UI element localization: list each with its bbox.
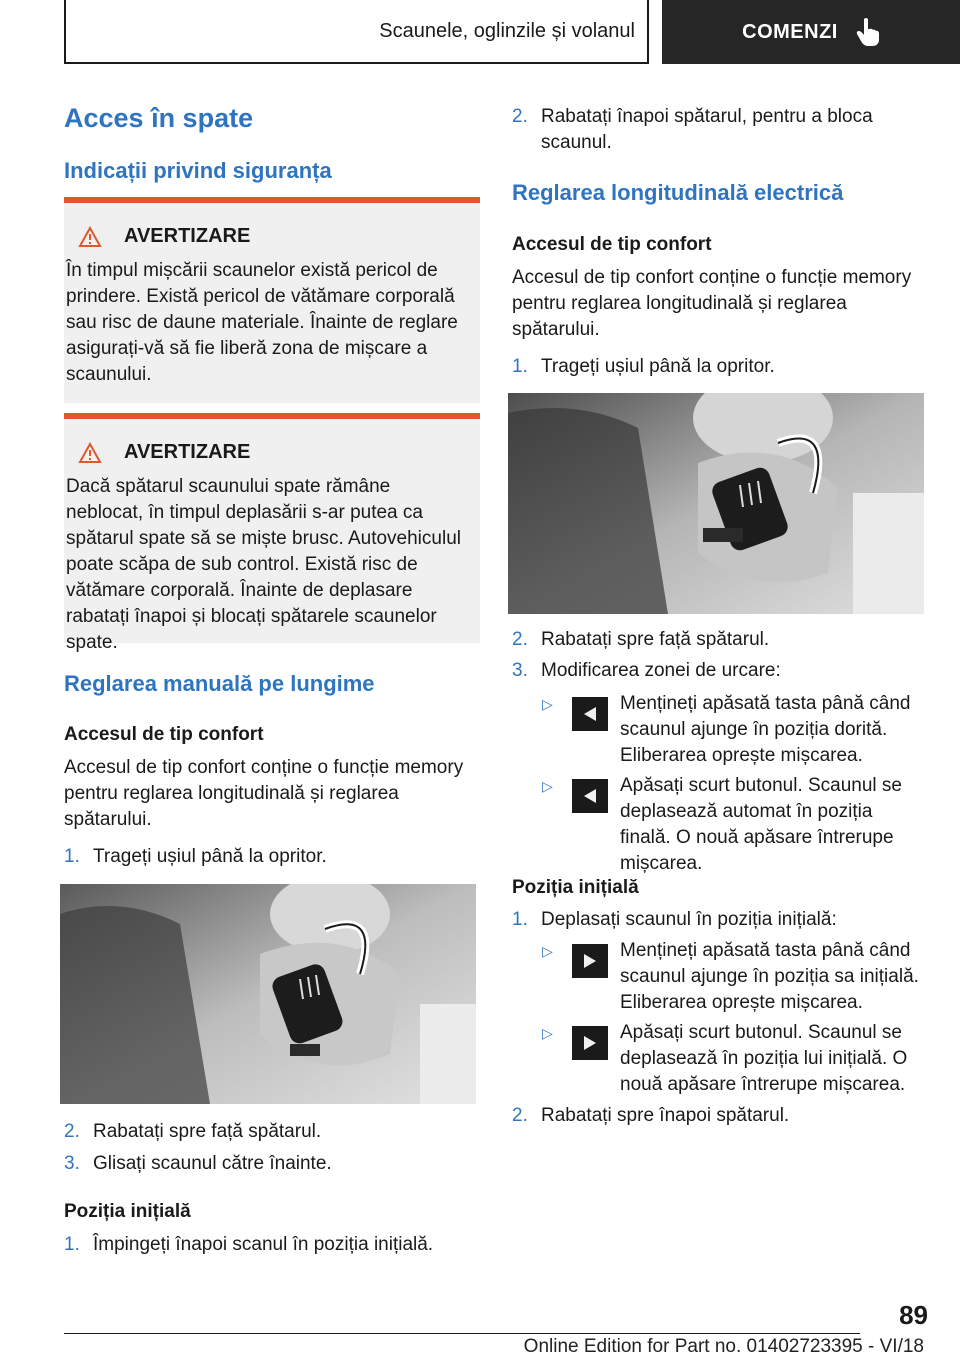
edition-text: Online Edition for Part no. 01402723395 - VI/18 (523, 1336, 924, 1357)
bullet-item (542, 1020, 926, 1098)
step-text: Trageți ușiul până la opritor. (541, 356, 775, 377)
step-number: 3. (512, 660, 528, 681)
bullet-item (542, 691, 926, 769)
bullet-triangle-icon: ▷ (542, 943, 553, 959)
initial-step-1 (512, 907, 924, 933)
step-text: Modificarea zonei de urcare: (541, 660, 781, 681)
step-text: Rabatați spre înapoi spătarul. (541, 1105, 790, 1126)
step-2-backrest (512, 104, 924, 156)
warning-title: AVERTIZARE (124, 441, 251, 463)
bullet-text: Apăsați scurt butonul. Scaunul se deplasează automat în poziția finală. O nouă apăsare întrerupe mișcarea. (620, 775, 903, 874)
step-text: Deplasați scaunul în poziția inițială: (541, 909, 837, 930)
header-section-title (64, 0, 649, 64)
step-number: 2. (512, 106, 528, 127)
bullet-text: Mențineți apăsată tasta până când scaunul ajunge în poziția dorită. Eliberarea oprește mișcarea. (620, 693, 911, 766)
initial-heading: Poziția inițială (64, 1201, 191, 1222)
bullet-item (542, 773, 926, 877)
initial-step-1 (64, 1232, 480, 1258)
step-3 (64, 1151, 480, 1177)
warning-box-2 (64, 413, 480, 653)
manual-heading: Reglarea manuală pe lungime (64, 671, 375, 696)
safety-heading: Indicații privind siguranța (64, 158, 332, 183)
bullet-item (542, 938, 926, 1016)
step-number: 2. (64, 1121, 80, 1142)
step-number: 1. (512, 356, 528, 377)
bullet-triangle-icon: ▷ (542, 696, 553, 712)
electric-heading: Reglarea longitudinală electrică (512, 180, 844, 205)
step-number: 1. (64, 1234, 80, 1255)
bullet-text-wrap (620, 773, 926, 877)
step-text: Rabatați spre față spătarul. (93, 1121, 322, 1142)
warning-body: În timpul mișcării scaunelor există pericol de prindere. Există pericol de vătămare corporală sau risc de daune materiale. Înainte de reglare asigurați-vă să fie liberă zona de mișcare a scaunului. (66, 260, 458, 385)
arrow-right-icon (572, 1026, 608, 1060)
step-number: 1. (64, 846, 80, 867)
arrow-right-icon (572, 944, 608, 978)
comfort-heading: Accesul de tip confort (512, 234, 712, 255)
seat-release-photo (508, 393, 924, 614)
warning-title: AVERTIZARE (124, 225, 251, 247)
chapter-tab[interactable] (662, 0, 960, 64)
step-text: Împingeți înapoi scanul în poziția inițială. (93, 1234, 434, 1255)
section-title-text: Scaunele, oglinzile și volanul (379, 19, 635, 42)
warning-triangle-icon (78, 226, 102, 248)
step-1 (64, 844, 480, 870)
seat-release-photo (60, 884, 476, 1104)
step-number: 2. (512, 629, 528, 650)
initial-step-2 (512, 1103, 924, 1129)
bullet-text-wrap (620, 938, 926, 1016)
step-text: Glisați scaunul către înainte. (93, 1153, 332, 1174)
step-text: Rabatați înapoi spătarul, pentru a bloca scaunul. (541, 106, 873, 153)
bullet-text-wrap (620, 1020, 926, 1098)
arrow-left-icon (572, 697, 608, 731)
warning-body: Dacă spătarul scaunului spate rămâne neblocat, în timpul deplasării s-ar putea ca spătarul spate să se miște brusc. Autovehiculul poate scăpa de sub control. Există risc de vătămare corporală. Înainte de deplasare rabatați înapoi și blocați spătarele scaunelor spate. (66, 476, 461, 653)
step-number: 1. (512, 909, 528, 930)
chapter-label: COMENZI (742, 20, 838, 43)
step-text: Rabatați spre față spătarul. (541, 629, 770, 650)
step-2 (64, 1119, 480, 1145)
warning-box-1 (64, 197, 480, 403)
step-2 (512, 627, 924, 653)
step-3 (512, 658, 924, 684)
comfort-text: Accesul de tip confort conține o funcție memory pentru reglarea longitudinală și reglarea spătarului. (512, 267, 912, 340)
bullet-triangle-icon: ▷ (542, 778, 553, 794)
footer-divider (64, 1333, 860, 1334)
comfort-text: Accesul de tip confort conține o funcție memory pentru reglarea longitudinală și reglarea spătarului. (64, 757, 464, 830)
bullet-text: Apăsați scurt butonul. Scaunul se deplasează în poziția lui inițială. O nouă apăsare întrerupe mișcarea. (620, 1022, 908, 1095)
page-title: Acces în spate (64, 103, 254, 133)
step-1 (512, 354, 924, 380)
bullet-triangle-icon: ▷ (542, 1025, 553, 1041)
page-number: 89 (899, 1300, 928, 1330)
initial-heading: Poziția inițială (512, 877, 639, 898)
arrow-left-icon (572, 779, 608, 813)
step-number: 3. (64, 1153, 80, 1174)
pointing-hand-icon (856, 17, 880, 47)
warning-triangle-icon (78, 442, 102, 464)
step-text: Trageți ușiul până la opritor. (93, 846, 327, 867)
bullet-text: Mențineți apăsată tasta până când scaunul ajunge în poziția sa inițială. Eliberarea oprește mișcarea. (620, 940, 919, 1013)
step-number: 2. (512, 1105, 528, 1126)
comfort-heading: Accesul de tip confort (64, 724, 264, 745)
bullet-text-wrap (620, 691, 926, 769)
